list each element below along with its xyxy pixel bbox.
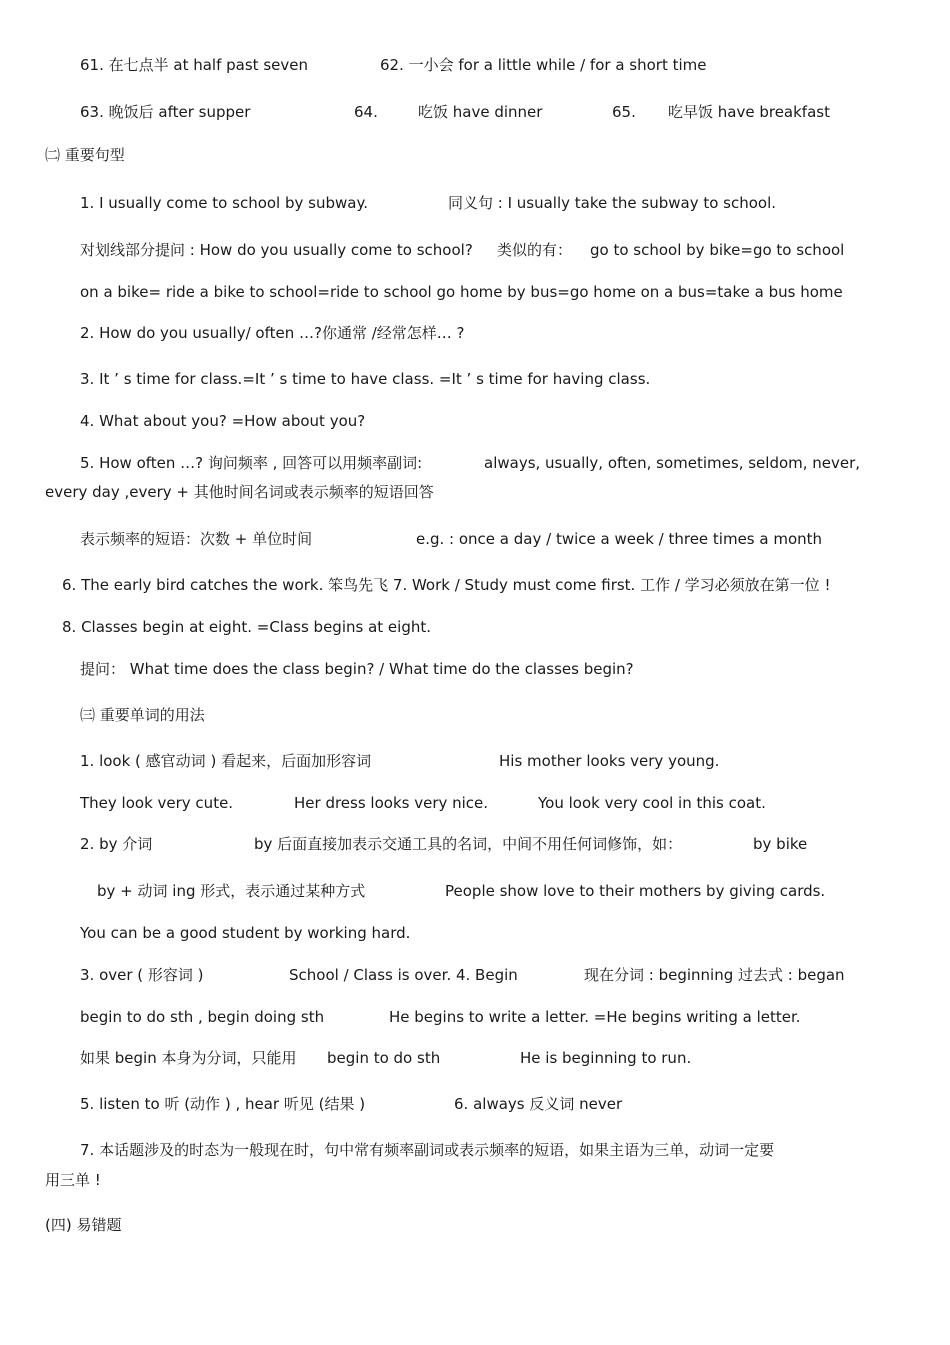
section-heading-errors: (四) 易错题 (45, 1216, 122, 1234)
word-4-note-form: begin to do sth (327, 1049, 441, 1067)
phrase-62: 62. 一小会 for a little while / for a short time (380, 56, 707, 74)
word-1: 1. look ( 感官动词 ) 看起来，后面加形容词 (80, 752, 372, 770)
sentence-1-continued: on a bike= ride a bike to school=ride to school go home by bus=go home on a bus=take a bus home (80, 283, 843, 301)
sentence-5-continued: every day ,every + 其他时间名词或表示频率的短语回答 (45, 483, 434, 501)
word-1-example-c: Her dress looks very nice. (294, 794, 489, 812)
sentence-4: 4. What about you? =How about you? (80, 412, 366, 430)
frequency-phrase-rule: 表示频率的短语：次数 + 单位时间 (80, 530, 313, 548)
frequency-phrase-example: e.g. : once a day / twice a week / three times a month (416, 530, 823, 548)
sentence-1-question: 对划线部分提问 : How do you usually come to school? (80, 241, 473, 259)
word-4-forms: 现在分词 : beginning 过去式 : began (584, 966, 845, 984)
word-2-example-c: You can be a good student by working hard. (80, 924, 411, 942)
sentence-8-question: 提问： What time does the class begin? / What time do the classes begin? (80, 660, 634, 678)
sentence-1-similar: go to school by bike=go to school (590, 241, 845, 259)
word-6: 6. always 反义词 never (454, 1095, 623, 1113)
word-1-example-a: His mother looks very young. (499, 752, 720, 770)
word-4-note-example: He is beginning to run. (520, 1049, 692, 1067)
sentence-2: 2. How do you usually/ often …?你通常 /经常怎样… ? (80, 324, 465, 342)
word-1-example-b: They look very cute. (80, 794, 234, 812)
word-2-example-b: People show love to their mothers by giving cards. (445, 882, 826, 900)
word-2-example: by bike (753, 835, 808, 853)
word-4-note: 如果 begin 本身为分词，只能用 (80, 1049, 297, 1067)
word-7-continued: 用三单 ! (45, 1171, 101, 1189)
phrase-63: 63. 晚饭后 after supper (80, 103, 251, 121)
sentence-1: 1. I usually come to school by subway. (80, 194, 368, 212)
sentence-6-7: 6. The early bird catches the work. 笨鸟先飞 7. Work / Study must come first. 工作 / 学习必须放在第一位 ! (62, 576, 831, 594)
word-2-rule-b: by + 动词 ing 形式，表示通过某种方式 (97, 882, 366, 900)
sentence-5-adverbs: always, usually, often, sometimes, seldom, never, (484, 454, 861, 472)
phrase-65: 吃早饭 have breakfast (668, 103, 830, 121)
word-4-example: He begins to write a letter. =He begins writing a letter. (389, 1008, 801, 1026)
sentence-1-similar-label: 类似的有： (497, 241, 573, 259)
sentence-1-synonym: 同义句 : I usually take the subway to school. (448, 194, 777, 212)
section-heading-sentences: ㈡ 重要句型 (45, 146, 125, 164)
phrase-65-number: 65. (612, 103, 636, 121)
phrase-64-number: 64. (354, 103, 378, 121)
word-2-rule: by 后面直接加表示交通工具的名词，中间不用任何词修饰，如： (254, 835, 683, 853)
word-3-example: School / Class is over. 4. Begin (289, 966, 518, 984)
word-4-usage: begin to do sth , begin doing sth (80, 1008, 325, 1026)
sentence-3: 3. It ’ s time for class.=It ’ s time to have class. =It ’ s time for having class. (80, 370, 651, 388)
word-7: 7. 本话题涉及的时态为一般现在时，句中常有频率副词或表示频率的短语，如果主语为三单，动词一定要 (80, 1141, 775, 1159)
word-3: 3. over ( 形容词 ) (80, 966, 204, 984)
word-2: 2. by 介词 (80, 835, 153, 853)
sentence-5: 5. How often …? 询问频率 , 回答可以用频率副词: (80, 454, 423, 472)
word-5: 5. listen to 听 (动作 ) , hear 听见 (结果 ) (80, 1095, 366, 1113)
sentence-8: 8. Classes begin at eight. =Class begins at eight. (62, 618, 431, 636)
phrase-61: 61. 在七点半 at half past seven (80, 56, 308, 74)
word-1-example-d: You look very cool in this coat. (538, 794, 766, 812)
section-heading-words: ㈢ 重要单词的用法 (80, 706, 205, 724)
phrase-64: 吃饭 have dinner (418, 103, 543, 121)
